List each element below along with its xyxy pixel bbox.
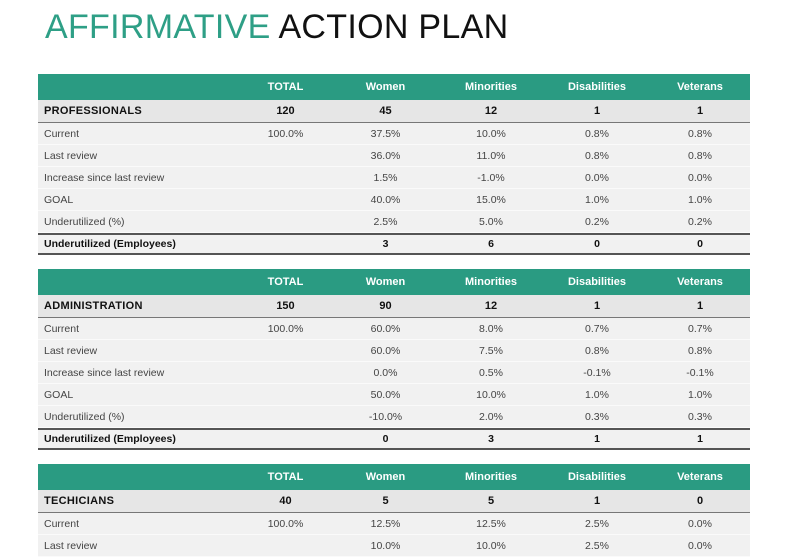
title-accent: AFFIRMATIVE	[45, 8, 271, 46]
summary-cell: 120	[276, 105, 295, 117]
col-veterans: Veterans	[677, 276, 723, 288]
summary-cell: 90	[379, 300, 392, 312]
table-cell: -0.1%	[686, 366, 714, 379]
col-women: Women	[365, 81, 406, 93]
table-cell: 12.5%	[476, 517, 506, 530]
column-header-row	[38, 74, 750, 100]
table-cell: 7.5%	[479, 344, 503, 357]
table-cell: 1.0%	[585, 388, 609, 401]
table-cell: 0.7%	[688, 322, 712, 335]
table-cell: 15.0%	[476, 193, 506, 206]
table-cell: 0.8%	[688, 344, 712, 357]
summary-cell: 150	[276, 300, 295, 312]
table-cell: 10.0%	[476, 127, 506, 140]
row-label: Underutilized (%)	[44, 410, 125, 423]
table-cell: 11.0%	[476, 149, 506, 162]
table-cell: 0.8%	[688, 127, 712, 140]
underutilized-employees-row	[38, 233, 750, 255]
table-cell: 60.0%	[370, 322, 401, 335]
summary-cell: 0	[696, 495, 704, 507]
row-label: Current	[44, 517, 80, 530]
section-administration	[38, 269, 750, 450]
row-label: Current	[44, 322, 80, 335]
table-cell: 50.0%	[370, 388, 401, 401]
row-label: Underutilized (Employees)	[44, 433, 176, 445]
table-cell: 3	[382, 238, 389, 250]
summary-cell: 12	[484, 105, 498, 117]
summary-cell: 1	[593, 495, 601, 507]
column-header-row	[38, 464, 750, 490]
table-row	[38, 340, 750, 362]
underutilized-employees-row	[38, 428, 750, 450]
section-name: ADMINISTRATION	[44, 300, 143, 312]
table-cell: 36.0%	[370, 149, 401, 162]
table-cell: 40.0%	[370, 193, 401, 206]
table-cell: -10.0%	[368, 410, 403, 423]
table-cell: 0.3%	[585, 410, 609, 423]
table-cell: 10.0%	[370, 539, 401, 552]
summary-cell: 1	[593, 105, 601, 117]
summary-cell: 5	[487, 495, 495, 507]
table-cell: 2.0%	[479, 410, 503, 423]
table-cell: 6	[488, 238, 494, 250]
summary-cell: 5	[382, 495, 389, 507]
table-row	[38, 513, 750, 535]
summary-cell: 12	[484, 300, 498, 312]
table-cell: 37.5%	[370, 127, 401, 140]
col-veterans: Veterans	[677, 471, 723, 483]
table-cell: 1.5%	[373, 171, 398, 184]
row-label: Increase since last review	[44, 366, 165, 379]
table-cell: 0.2%	[585, 215, 609, 228]
table-cell: 100.0%	[267, 127, 304, 140]
table-cell: 0.8%	[585, 149, 609, 162]
col-minorities: Minorities	[465, 276, 517, 288]
table-cell: -0.1%	[583, 366, 611, 379]
table-cell: 1	[594, 433, 600, 445]
table-cell: 0.5%	[479, 366, 503, 379]
table-cell: 0.8%	[585, 127, 609, 140]
row-label: Last review	[44, 149, 98, 162]
row-label: Current	[44, 127, 80, 140]
table-row	[38, 123, 750, 145]
col-minorities: Minorities	[465, 471, 517, 483]
summary-cell: 1	[593, 300, 601, 312]
summary-cell: 40	[279, 495, 292, 507]
table-row	[38, 167, 750, 189]
table-cell: -1.0%	[477, 171, 505, 184]
table-row	[38, 406, 750, 428]
table-cell: 0.0%	[688, 539, 712, 552]
table-cell: 1	[697, 433, 703, 445]
section-techicians	[38, 464, 750, 557]
row-label: GOAL	[44, 388, 74, 401]
col-disabilities: Disabilities	[567, 471, 627, 483]
table-cell: 8.0%	[479, 322, 503, 335]
table-cell: 2.5%	[585, 517, 609, 530]
column-header-row	[38, 269, 750, 295]
table-row	[38, 318, 750, 340]
page-title	[45, 8, 508, 47]
section-name: TECHICIANS	[44, 495, 115, 507]
table-row	[38, 535, 750, 557]
section-name: PROFESSIONALS	[44, 105, 143, 117]
table-cell: 0.0%	[585, 171, 609, 184]
section-summary-row	[38, 490, 750, 513]
col-total: TOTAL	[267, 471, 304, 483]
row-label: Increase since last review	[44, 171, 165, 184]
col-minorities: Minorities	[465, 81, 517, 93]
table-cell: 10.0%	[476, 539, 506, 552]
table-cell: 0.7%	[585, 322, 609, 335]
table-cell: 1.0%	[688, 388, 712, 401]
table-cell: 0.0%	[688, 517, 712, 530]
summary-cell: 1	[696, 300, 704, 312]
row-label: Last review	[44, 539, 98, 552]
col-total: TOTAL	[267, 276, 304, 288]
table-cell: 0	[697, 238, 703, 250]
col-total: TOTAL	[267, 81, 304, 93]
table-cell: 0.2%	[688, 215, 712, 228]
table-cell: 3	[488, 433, 494, 445]
table-row	[38, 189, 750, 211]
col-veterans: Veterans	[677, 81, 723, 93]
row-label: Last review	[44, 344, 98, 357]
table-cell: 2.5%	[585, 539, 609, 552]
table-cell: 0.8%	[688, 149, 712, 162]
table-cell: 1.0%	[688, 193, 712, 206]
table-cell: 12.5%	[370, 517, 401, 530]
table-cell: 0	[594, 238, 600, 250]
col-women: Women	[365, 276, 406, 288]
table-row	[38, 362, 750, 384]
table-cell: 0.0%	[373, 366, 398, 379]
table-cell: 10.0%	[476, 388, 506, 401]
table-row	[38, 384, 750, 406]
table-cell: 0.0%	[688, 171, 712, 184]
table-row	[38, 145, 750, 167]
col-women: Women	[365, 471, 406, 483]
section-summary-row	[38, 295, 750, 318]
col-disabilities: Disabilities	[567, 81, 627, 93]
section-summary-row	[38, 100, 750, 123]
row-label: GOAL	[44, 193, 74, 206]
table-cell: 0.3%	[688, 410, 712, 423]
table-cell: 2.5%	[373, 215, 398, 228]
table-cell: 100.0%	[267, 517, 304, 530]
row-label: Underutilized (%)	[44, 215, 125, 228]
table-cell: 5.0%	[479, 215, 503, 228]
table-row	[38, 211, 750, 233]
title-rest: ACTION PLAN	[278, 8, 509, 46]
section-professionals	[38, 74, 750, 255]
col-disabilities: Disabilities	[567, 276, 627, 288]
table-cell: 100.0%	[267, 322, 304, 335]
table-cell: 0.8%	[585, 344, 609, 357]
table-cell: 60.0%	[370, 344, 401, 357]
table-cell: 0	[382, 433, 389, 445]
summary-cell: 45	[379, 105, 392, 117]
summary-cell: 1	[696, 105, 704, 117]
table-cell: 1.0%	[585, 193, 609, 206]
row-label: Underutilized (Employees)	[44, 238, 176, 250]
